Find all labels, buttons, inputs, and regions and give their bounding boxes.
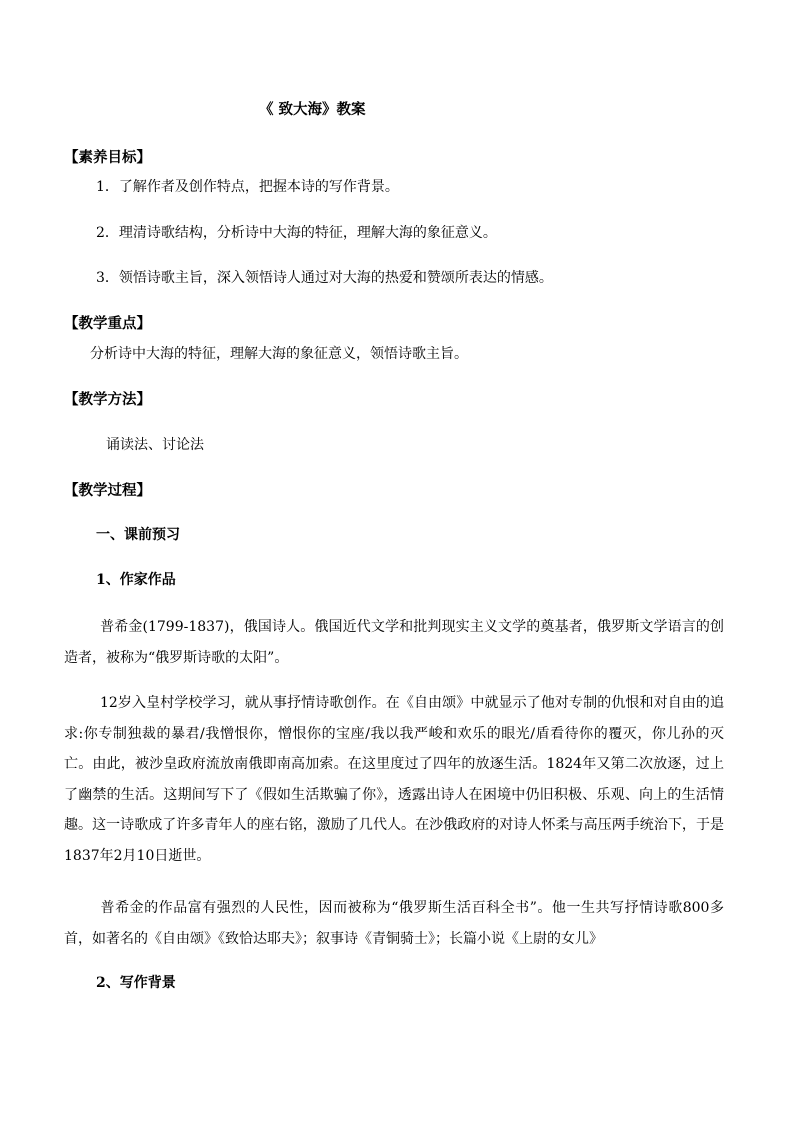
paragraph-biography-text: 12岁入皇村学校学习，就从事抒情诗歌创作。在《自由颂》中就显示了他对专制的仇恨和对自由的追求:你专制独裁的暴君/我憎恨你，憎恨你的宝座/我以我严峻和欢乐的眼光/盾看待你的覆灭，你儿孙的灭亡。由此，被沙皇政府流放南俄即南高加索。在这里度过了四年的放逐生活。1824年又第二次放逐，过上了幽禁的生活。这期间写下了《假如生活欺骗了你》，透露出诗人在困境中仍旧积极、乐观、向上的生活情趣。这一诗歌成了许多青年人的座右铭，激励了几代人。在沙俄政府的对诗人怀柔与高压两手统治下，于是1837年2月10日逝世。 [64,695,724,864]
method-text: 诵读法、讨论法 [106,437,204,453]
subheading-background: 2、写作背景 [96,975,176,991]
heading-method: 【教学方法】 [64,391,151,408]
paragraph-author-intro [64,612,724,673]
goal-item-2: 2．理清诗歌结构，分析诗中大海的特征，理解大海的象征意义。 [96,225,497,241]
paragraph-works [64,893,724,954]
goal-item-3: 3．领悟诗歌主旨，深入领悟诗人通过对大海的热爱和赞颂所表达的情感。 [96,270,553,286]
paragraph-works-text: 普希金的作品富有强烈的人民性，因而被称为“俄罗斯生活百科全书”。他一生共写抒情诗歌800多首，如著名的《自由颂》《致恰达耶夫》；叙事诗《青铜骑士》；长篇小说《上尉的女儿》 [64,900,724,947]
focus-text: 分析诗中大海的特征，理解大海的象征意义，领悟诗歌主旨。 [90,346,468,362]
heading-goals: 【素养目标】 [64,149,151,166]
document-title: 《 致大海》教案 [259,101,366,118]
heading-process: 【教学过程】 [64,482,151,499]
paragraph-biography [64,688,724,871]
subheading-author-works: 1、作家作品 [96,572,176,588]
paragraph-author-intro-text: 普希金(1799-1837)，俄国诗人。俄国近代文学和批判现实主义文学的奠基者，俄罗斯文学语言的创造者，被称为“俄罗斯诗歌的太阳”。 [64,619,724,666]
step-preview: 一、课前预习 [96,527,180,543]
heading-focus: 【教学重点】 [64,315,151,332]
goal-item-1: 1．了解作者及创作特点，把握本诗的写作背景。 [96,179,399,195]
